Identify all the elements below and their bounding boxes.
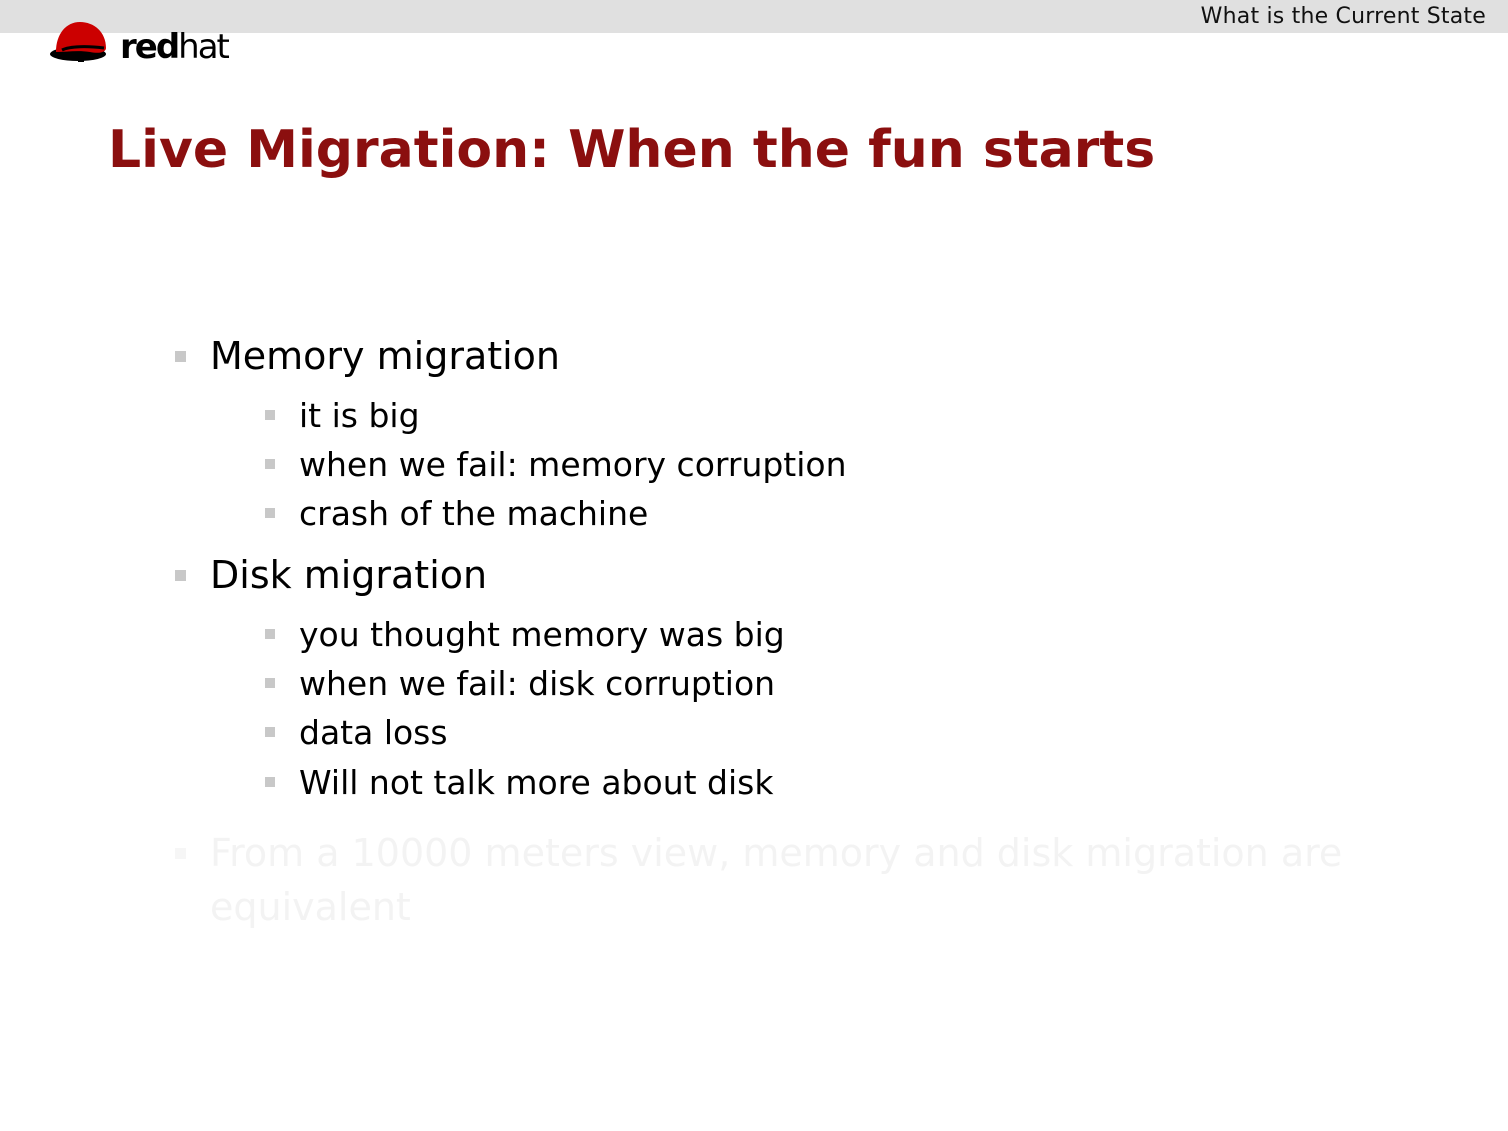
bullet-marker xyxy=(265,508,275,518)
sub-item: you thought memory was big xyxy=(299,615,785,654)
sub-item: when we fail: memory corruption xyxy=(299,445,847,484)
bullet-marker xyxy=(265,777,275,787)
redhat-logo xyxy=(48,18,238,73)
bullet-marker xyxy=(175,570,186,581)
list-item-disk-migration: Disk migration xyxy=(210,553,488,597)
faded-list-item: From a 10000 meters view, memory and disk migration are equivalent xyxy=(210,831,1343,929)
bullet-marker xyxy=(265,410,275,420)
logo-text-red: red xyxy=(120,27,179,67)
sub-item: Will not talk more about disk xyxy=(299,763,774,802)
sub-item: data loss xyxy=(299,713,448,752)
sub-item: when we fail: disk corruption xyxy=(299,664,776,703)
list-item-memory-migration: Memory migration xyxy=(210,334,561,378)
slide-title: Live Migration: When the fun starts xyxy=(108,120,1156,180)
bullet-marker xyxy=(265,459,275,469)
sub-item: it is big xyxy=(299,396,420,435)
bullet-marker xyxy=(175,848,186,859)
redhat-shadowman-icon xyxy=(48,18,118,68)
sub-item: crash of the machine xyxy=(299,494,649,533)
logo-wordmark xyxy=(120,27,228,67)
bullet-marker xyxy=(265,727,275,737)
bullet-marker xyxy=(265,678,275,688)
section-title: What is the Current State xyxy=(1200,4,1486,29)
bullet-marker xyxy=(175,351,186,362)
bullet-marker xyxy=(265,629,275,639)
logo-text-hat: hat xyxy=(178,27,228,67)
